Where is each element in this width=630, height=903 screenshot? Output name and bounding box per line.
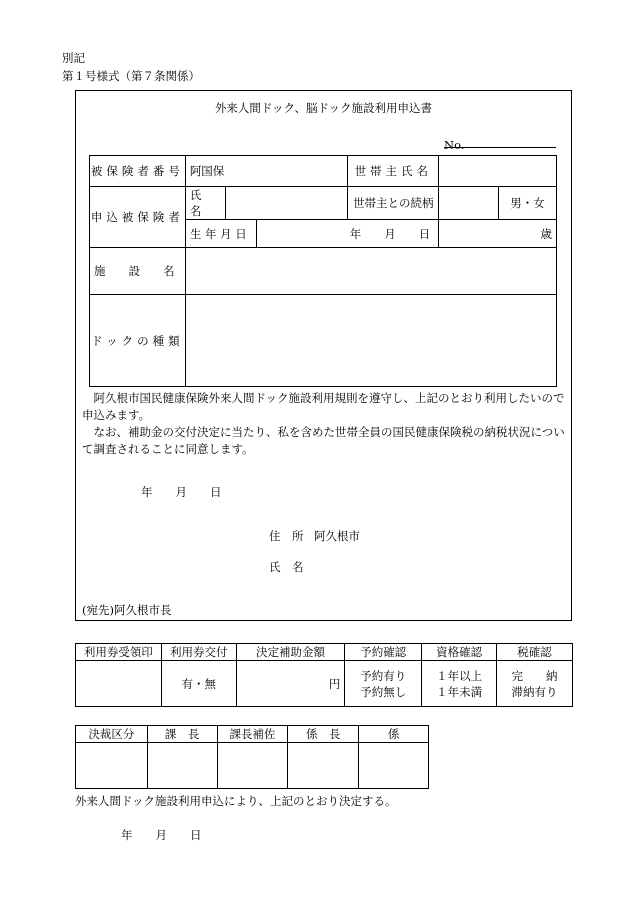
reservation-yes[interactable]: 予約有り — [360, 668, 407, 683]
decision-text: 外来人間ドック施設利用申込により、上記のとおり決定する。 — [75, 794, 397, 808]
reservation-options[interactable] — [345, 661, 422, 707]
insured-no-label: 被保険者番号 — [90, 156, 186, 187]
tax-arrears[interactable]: 滞納有り — [511, 684, 558, 699]
age-field[interactable]: 歳 — [439, 220, 557, 248]
addressee: (宛先)阿久根市長 — [82, 603, 172, 617]
dock-type-label: ドックの種類 — [90, 295, 186, 387]
insured-no-field[interactable]: 阿国保 — [185, 156, 348, 187]
approval-cell-unit-chief[interactable] — [288, 743, 359, 789]
office-header-amount: 決定補助金額 — [236, 644, 345, 661]
reservation-no[interactable]: 予約無し — [360, 684, 407, 699]
office-header-issue: 利用券交付 — [161, 644, 236, 661]
office-header-receipt: 利用券受領印 — [76, 644, 162, 661]
address-label: 住 所 — [269, 529, 304, 543]
approval-cell-section-chief[interactable] — [147, 743, 217, 789]
office-header-reservation: 予約確認 — [345, 644, 422, 661]
consent-text-1: 阿久根市国民健康保険外来人間ドック施設利用規則を遵守し、上記のとおり利用したいので申込みます。 — [82, 391, 565, 422]
receipt-stamp-cell[interactable] — [76, 661, 162, 707]
approval-header-unit-chief: 係 長 — [288, 726, 359, 743]
signature-name-label: 氏 名 — [269, 560, 304, 574]
tax-options[interactable] — [497, 661, 573, 707]
annex-label: 別記 — [62, 51, 85, 65]
applicant-label: 申込被保険者 — [90, 187, 186, 248]
application-table — [89, 155, 557, 387]
approval-cell-category[interactable] — [76, 743, 148, 789]
approval-header-section-chief: 課 長 — [147, 726, 217, 743]
decision-date: 年 月 日 — [121, 828, 202, 842]
approval-cell-staff[interactable] — [359, 743, 429, 789]
qualification-options[interactable] — [422, 661, 497, 707]
qualification-under-1yr[interactable]: １年未満 — [436, 684, 483, 699]
approval-table — [75, 725, 429, 789]
relation-label: 世帯主との続柄 — [348, 187, 439, 220]
form-title: 外来人間ドック、脳ドック施設利用申込書 — [214, 101, 433, 115]
birth-date-field[interactable]: 年 月 日 — [256, 220, 439, 248]
householder-label: 世帯主氏名 — [348, 156, 439, 187]
dock-type-field[interactable] — [185, 295, 556, 387]
householder-field[interactable] — [439, 156, 557, 187]
office-header-tax: 税確認 — [497, 644, 573, 661]
office-use-table — [75, 643, 573, 707]
approval-cell-deputy-chief[interactable] — [217, 743, 288, 789]
form-no-underline — [444, 147, 556, 148]
approval-header-category: 決裁区分 — [76, 726, 148, 743]
application-date: 年 月 日 — [141, 485, 222, 499]
consent-text-2: なお、補助金の交付決定に当たり、私を含めた世帯全員の国民健康保険税の納税状況について調査されることに同意します。 — [82, 425, 565, 456]
birth-date-label: 生 年 月 日 — [185, 220, 256, 248]
tax-paid[interactable]: 完 納 — [511, 668, 558, 683]
relation-field[interactable] — [439, 187, 499, 220]
facility-field[interactable] — [185, 248, 556, 295]
amount-field[interactable]: 円 — [236, 661, 345, 707]
form-number: 第１号様式（第７条関係） — [62, 69, 200, 83]
consent-paragraph — [82, 390, 566, 458]
gender-options[interactable]: 男・女 — [499, 187, 557, 220]
address-value[interactable]: 阿久根市 — [314, 529, 360, 543]
issue-options[interactable]: 有・無 — [161, 661, 236, 707]
applicant-name-field[interactable] — [225, 187, 348, 220]
name-label: 氏 名 — [185, 187, 225, 220]
qualification-over-1yr[interactable]: １年以上 — [436, 668, 483, 683]
facility-label: 施 設 名 — [90, 248, 186, 295]
form-no-label: No. — [444, 138, 465, 152]
approval-header-deputy-chief: 課長補佐 — [217, 726, 288, 743]
approval-header-staff: 係 — [359, 726, 429, 743]
office-header-qualification: 資格確認 — [422, 644, 497, 661]
